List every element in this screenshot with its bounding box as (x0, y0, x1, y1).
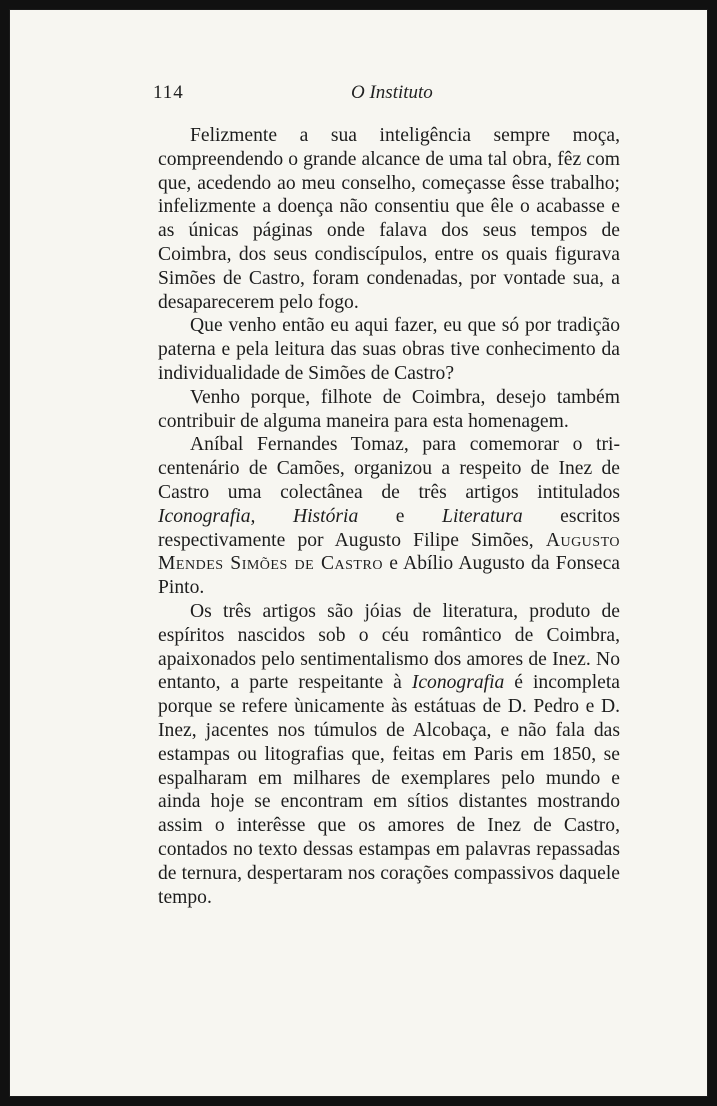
paragraph: Que venho então eu aqui fazer, eu que só por tradição paterna e pela leitura das suas obras tive conhecimento da individualidade de Simões de Castro? (158, 315, 620, 384)
book-page (9, 9, 708, 1097)
paragraph-text: e (358, 505, 443, 527)
author-name: Augusto Mendes Simões de Castro (158, 529, 620, 575)
paragraph: Venho porque, filhote de Coimbra, desejo também contribuir de alguma maneira para esta homenagem. (158, 386, 620, 432)
paragraph-text: escritos respectivamente por Augusto Filipe Simões, (158, 505, 621, 551)
paragraph (158, 433, 620, 600)
paragraph-text: Aníbal Fernandes Tomaz, para comemorar o tri-centenário de Camões, organizou a respeito de Inez de Castro uma colectânea de três artigos intitulados (158, 434, 620, 503)
paragraph-text: Os três artigos são jóias de literatura, produto de espíritos nascidos sob o céu romântico de Coimbra, apaixonados pelo sentimentalismo dos amores de Inez. No entanto, a parte respeitante à (158, 600, 620, 694)
page-header (153, 82, 613, 112)
work-title: Iconografia, História (158, 505, 359, 527)
page-number: 114 (153, 82, 184, 103)
paragraph: Felizmente a sua inteligência sempre moça, compreendendo o grande alcance de uma tal obra, fêz com que, acedendo ao meu conselho, começasse êsse trabalho; infelizmente a doença não consentiu que êle o acabasse e as únicas páginas onde falava dos seus tempos de Coimbra, dos seus condiscípulos, entre os quais figurava Simões de Castro, foram condenadas, por vontade sua, a desaparecerem pelo fogo. (158, 125, 620, 313)
paragraph (158, 600, 620, 909)
paragraph-text: é incompleta porque se refere ùnicamente às estátuas de D. Pedro e D. Inez, jacentes nos túmulos de Alcobaça, e não fala das estampas ou litografias que, feitas em Paris em 1850, se espalharam em milhares de exemplares pelo mundo e ainda hoje se encontram em sítios distantes mostrando assim o interêsse que os amores de Inez de Castro, contados no texto dessas estampas em palavras repassadas de ternura, despertaram nos corações compassivos daquele tempo. (158, 672, 621, 908)
work-title: Iconografia (411, 672, 505, 694)
paragraph-text: e Abílio Augusto da Fonseca Pinto. (158, 553, 620, 599)
work-title: Literatura (442, 505, 523, 527)
body-text (158, 124, 620, 909)
running-title: O Instituto (351, 82, 433, 103)
